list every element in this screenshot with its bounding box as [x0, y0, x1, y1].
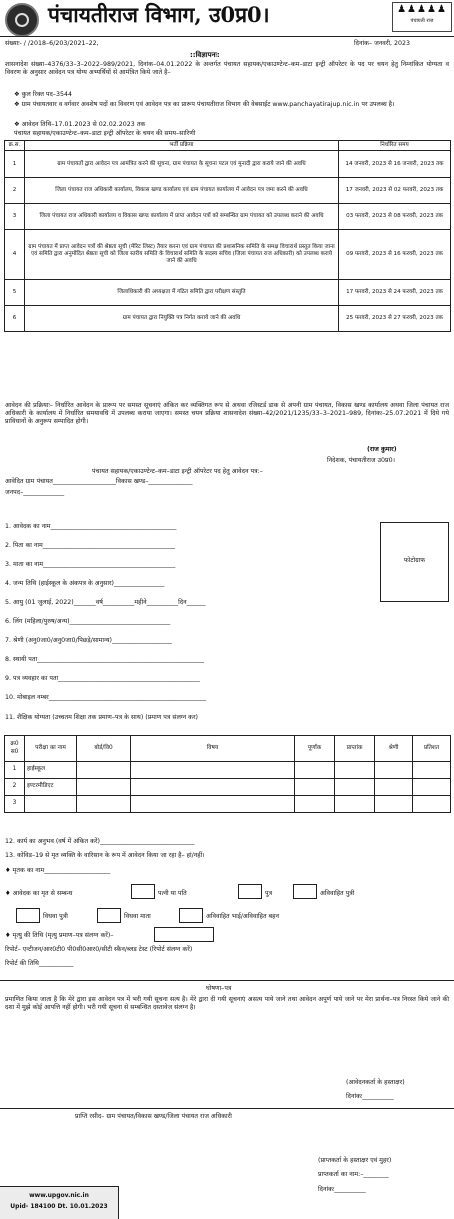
row-period: 17 जनवरी, 2023 से 02 फरवरी, 2023 तक: [339, 178, 451, 204]
row-subject: [131, 762, 295, 779]
notice-date: दिनांक– जनवरी, 2023: [354, 40, 410, 47]
table-row: [5, 178, 451, 204]
photo-box: [380, 522, 449, 602]
application-process-paragraph: आवेदन की प्रक्रियाः– निर्धारित आवेदन के प्रारूप पर समस्त सूचनाएं अंकित कर व्यक्तिगत रूप से अथवा रजिस्टर्ड डाक से अपनी ग्राम पंचायत, विकास खण्ड कार्यालय अथवा जिला पंचायत राज अधिकारी के कार्यालय में निर्धारित समयावधि में उपलब्ध कराया जाएगा। समस्त चयन प्रक्रिया शासनादेश संख्या–42/2021/1235/33–3–2021–989, दिनांकः–25.07.2021 में दिये गये प्राविधानों के अनुरूप सम्पादित होगी।: [5, 402, 449, 426]
relation-checkbox-spouse: [131, 884, 155, 899]
field-correspondence-address: 9. पत्र व्यवहार का पता_____________________________________________: [5, 675, 200, 682]
row-board: [77, 796, 131, 813]
row-sno: 1: [5, 762, 25, 779]
col-header-total: पूर्णांक: [295, 736, 335, 762]
col-header-percent: प्रतिशत: [413, 736, 451, 762]
row-percent: [413, 779, 451, 796]
section-divider: [0, 1108, 454, 1109]
row-sno: 2: [5, 779, 25, 796]
field-experience: 12. कार्य का अनुभव (वर्ष में अंकित करें)______________________________: [5, 838, 195, 845]
declaration-text: प्रमाणित किया जाता है कि मेरे द्वारा इस आवेदन पत्र में भरी गयी सूचना सत्य है। मेरे द्वारा दी गयी सूचनाएं असत्य पाये जाने तथा आवेदन अपूर्ण पाये जाने पर मेरा प्रार्थना–पत्र निरस्त किये जाने की दशा में मुझे कोई आपत्ति नहीं होगी। भरी गयी सूचना से सम्बन्धित दस्तावेज संलग्न है।: [5, 996, 449, 1012]
row-board: [77, 762, 131, 779]
receiver-signature-label: (प्राप्तकर्ता के हस्ताक्षर एवं मुहर): [318, 1157, 392, 1164]
form-title: पंचायत सहायक/एकाउण्टेन्ट–कम–डाटा इन्ट्री ऑपरेटर पद हेतु आवेदन पत्र:–: [92, 468, 263, 475]
col-header-exam: परीक्षा का नाम: [25, 736, 77, 762]
row-sno: 5: [5, 280, 25, 306]
row-obtained: [335, 762, 375, 779]
relation-widow-mother: विधवा माता: [124, 913, 151, 920]
receiver-name-label: प्राप्तकर्ता का नाम:–________: [318, 1171, 389, 1178]
table-row: [5, 762, 451, 779]
declaration-date-label: दिनांकः__________: [346, 1093, 394, 1100]
row-subject: [131, 779, 295, 796]
header-divider: [0, 36, 454, 37]
row-division: [375, 779, 413, 796]
education-table: [4, 735, 451, 813]
form-line-district: जनपद–_____________: [5, 489, 65, 496]
footer-box: [0, 1186, 119, 1219]
signatory-designation: निदेशक, पंचायतीराज उ0प्र0।: [327, 457, 395, 464]
row-obtained: [335, 779, 375, 796]
table-row: [5, 151, 451, 178]
table-row: [5, 306, 451, 332]
relation-checkbox-daughter: [293, 884, 317, 899]
field-report-date: रिपोर्ट की तिथि___________: [5, 960, 74, 967]
intro-paragraph: शासनादेश संख्या–4376/33–3–2022–989/2021, दिनांक–04.01.2022 के अन्तर्गत पंचायत सहायक/एकाउण्टेन्ट–कम–डाटा इन्ट्री ऑपरेटर के पद पर चयन हेतु निम्नांकित योग्यता व विवरण के अनुसार आवेदन पत्र योग्य अभ्यर्थियों से आमंत्रित किये जाते है–: [5, 61, 449, 77]
table-row: [5, 204, 451, 230]
row-exam: [25, 796, 77, 813]
row-period: 17 फरवरी, 2023 से 24 फरवरी, 2023 तक: [339, 280, 451, 306]
row-total: [295, 796, 335, 813]
relation-son: पुत्र: [265, 890, 273, 897]
col-header-subject: विषय: [131, 736, 295, 762]
people-icon: ♟♟♟♟♟: [397, 4, 447, 15]
field-category: 7. श्रेणी (अनु0जा0/अनु0जा0/पिछड़े/सामान्य)___________________: [5, 637, 172, 644]
col-header-obtained: प्राप्तांक: [335, 736, 375, 762]
relation-widow: विधवा पुत्री: [43, 913, 68, 920]
section-divider: [0, 980, 454, 981]
row-percent: [413, 796, 451, 813]
footer-website: www.upgov.nic.in: [29, 1192, 89, 1199]
row-sno: 4: [5, 230, 25, 280]
field-death-date: ♦ मृत्यु की तिथि (मृत्यु प्रमाण–पत्र संलग्न करें)–: [5, 932, 114, 939]
declaration-heading: घोषणा–पत्र: [206, 985, 232, 992]
row-process: जिला पंचायत राज अधिकारी कार्यालय, विकास खण्ड कार्यालय एवं ग्राम पंचायत कार्यालय में आवेदन पत्र जमा करने की अवधि: [25, 178, 339, 204]
form-line-village: आवेदित ग्राम पंचायत____________________विकास खण्ड–______________: [5, 478, 193, 485]
row-exam: हाईस्कूल: [25, 762, 77, 779]
row-percent: [413, 762, 451, 779]
row-sno: 2: [5, 178, 25, 204]
row-exam: इण्टरमीडिएट: [25, 779, 77, 796]
row-sno: 3: [5, 204, 25, 230]
relation-checkbox-sibling: [179, 908, 203, 923]
table-row: [5, 280, 451, 306]
photo-label: फोटोग्राफ: [403, 557, 426, 564]
field-mother-name: 3. माता का नाम__________________________________________: [5, 561, 176, 568]
field-report: रिपोर्ट– एन्टीजन/आर0टी0 पी0सी0आर0/सीटी स्कैन/ब्लड टेस्ट (रिपोर्ट संलग्न करें): [5, 946, 193, 953]
row-period: 25 फरवरी, 2023 से 27 फरवरी, 2023 तक: [339, 306, 451, 332]
field-covid-question: 13. कोविड–19 से मृत व्यक्ति के वारिसान के रूप में आवेदन किया जा रहा है– हां/नहीं।: [5, 852, 205, 859]
field-mobile: 10. मोबाइल नम्बर__________________________________________________: [5, 694, 207, 701]
education-header-row: [5, 736, 451, 762]
relation-daughter: अविवाहित पुत्री: [320, 890, 355, 897]
row-period: 09 फरवरी, 2023 से 16 फरवरी, 2023 तक: [339, 230, 451, 280]
row-total: [295, 779, 335, 796]
table-row: [5, 230, 451, 280]
field-dob: 4. जन्म तिथि (हाईस्कूल के अंकपत्र के अनुसार)________________: [5, 580, 165, 587]
department-title: पंचायतीराज विभाग, उ0प्र0।: [48, 2, 270, 27]
row-division: [375, 762, 413, 779]
row-process: ग्राम पंचायत में प्राप्त आवेदन पत्रों की श्रेष्ठता सूची (मेरिट लिस्ट) तैयार करना एवं ग्राम पंचायत की प्रशासनिक समिति के समक्ष विचारार्थ प्रस्तुत किया जाना एवं समिति द्वारा अनुमोदित श्रेष्ठता सूची को जिला स्तरीय समिति के विचारार्थ समिति के सदस्य सचिव (जिला पंचायत राज अधिकारी) को उपलब्ध कराये जाने की अवधि: [25, 230, 339, 280]
receipt-date-label: दिनांकः__________: [318, 1186, 366, 1193]
page-header: [0, 0, 454, 34]
field-applicant-name: 1. आवेदक का नाम________________________________________: [5, 523, 177, 530]
col-header-sno: क्र0 स0: [5, 736, 25, 762]
bullet-dates: ❖ आवेदन तिथि–17.01.2023 से 02.02.2023 तक: [14, 121, 146, 128]
row-process: जिला पंचायत राज अधिकारी कार्यालय व विकास खण्ड कार्यालय में प्राप्त आवेदन पत्रों को सम्बन्धित ग्राम पंचायत को उपलब्ध कराने की अवधि: [25, 204, 339, 230]
row-obtained: [335, 796, 375, 813]
applicant-signature-label: (आवेदनकर्ता के हस्ताक्षर): [346, 1079, 405, 1086]
col-header-board: बोर्ड/वि0: [77, 736, 131, 762]
footer-upid: Upid- 184100 Dt. 10.01.2023: [10, 1202, 108, 1210]
field-father-name: 2. पिता का नाम__________________________________________: [5, 542, 176, 549]
col-header-process: भर्ती प्रक्रिया: [25, 141, 339, 151]
schedule-table: [4, 140, 451, 332]
row-subject: [131, 796, 295, 813]
field-permanent-address: 8. स्थायी पता_____________________________________________________: [5, 656, 204, 663]
field-deceased-name: ♦ मृतक का नाम_____________________: [5, 867, 111, 874]
relation-checkbox-widow-mother: [97, 908, 121, 923]
reference-number: संख्याः- / /2018–6/203/2021–22,: [5, 40, 99, 47]
schedule-header-row: [5, 141, 451, 151]
notice-heading: ::विज्ञापनः:: [190, 51, 220, 59]
row-period: 14 जनवरी, 2023 से 16 जनवरी, 2023 तक: [339, 151, 451, 178]
signatory-name: (राज कुमार): [367, 446, 397, 453]
row-sno: 6: [5, 306, 25, 332]
panchayati-raj-logo: [392, 2, 452, 32]
col-header-period: निर्धारित समय: [339, 141, 451, 151]
row-process: ग्राम पंचायत द्वारा नियुक्ति पत्र निर्गत कराये जाने की अवधि: [25, 306, 339, 332]
relation-sibling: अविवाहित भाई/अविवाहित बहन: [206, 913, 279, 920]
relation-checkbox-widow: [16, 908, 40, 923]
logo-caption: पंचायती राज: [410, 18, 434, 24]
col-header-sno: क्र.स.: [5, 141, 25, 151]
death-date-box: [154, 927, 214, 942]
receipt-heading: प्राप्ति रसीद– ग्राम पंचायत/विकास खण्ड/जिला पंचायत राज अधिकारी: [75, 1113, 232, 1120]
row-board: [77, 779, 131, 796]
up-govt-emblem-icon: [5, 3, 39, 37]
bullet-website: ❖ ग्राम पंचायतवार व वर्गवार अवशेष पदों का विवरण एवं आवेदन पत्र का प्रारूप पंचायतीराज विभाग की वेबसाईट www.panchayatirajup.nic.in पर उपलब्ध है।: [14, 101, 395, 108]
row-total: [295, 762, 335, 779]
field-gender: 6. लिंग (महिला/पुरुष/अन्य)________________________________: [5, 618, 171, 625]
row-process: जिलाधिकारी की अध्यक्षता में गठित समिति द्वारा परीक्षण संस्तुति: [25, 280, 339, 306]
table-row: [5, 796, 451, 813]
bullet-total-posts: ❖ कुल रिक्त पद–3544: [14, 91, 73, 98]
schedule-heading: पंचायत सहायक/एकाउण्टेन्ट–कम–डाटा इन्ट्री ऑपरेटर के चयन की समय–सारिणी: [14, 130, 196, 137]
row-sno: 3: [5, 796, 25, 813]
relation-checkbox-son: [238, 884, 262, 899]
row-division: [375, 796, 413, 813]
row-process: ग्राम पंचायतों द्वारा आवेदन पत्र आमंत्रित करने की सूचना, ग्राम पंचायत के सूचना पटल एवं मुनादी द्वारा कराये जाने की अवधि: [25, 151, 339, 178]
relation-spouse: पत्नी या पति: [158, 890, 187, 897]
relation-label: ♦ आवेदक का मृत से सम्बन्ध: [5, 890, 73, 897]
row-sno: 1: [5, 151, 25, 178]
table-row: [5, 779, 451, 796]
col-header-division: श्रेणी: [375, 736, 413, 762]
field-education-heading: 11. शैक्षिक योग्यता (उच्चतम शिक्षा तक प्रमाण–पत्र के साथ) (प्रमाण पत्र संलग्न कर): [5, 714, 198, 721]
row-period: 03 फरवरी, 2023 से 08 फरवरी, 2023 तक: [339, 204, 451, 230]
field-age: 5. आयु (01 जुलाई, 2022)_______वर्ष__________महीने__________दिन______: [5, 599, 206, 606]
